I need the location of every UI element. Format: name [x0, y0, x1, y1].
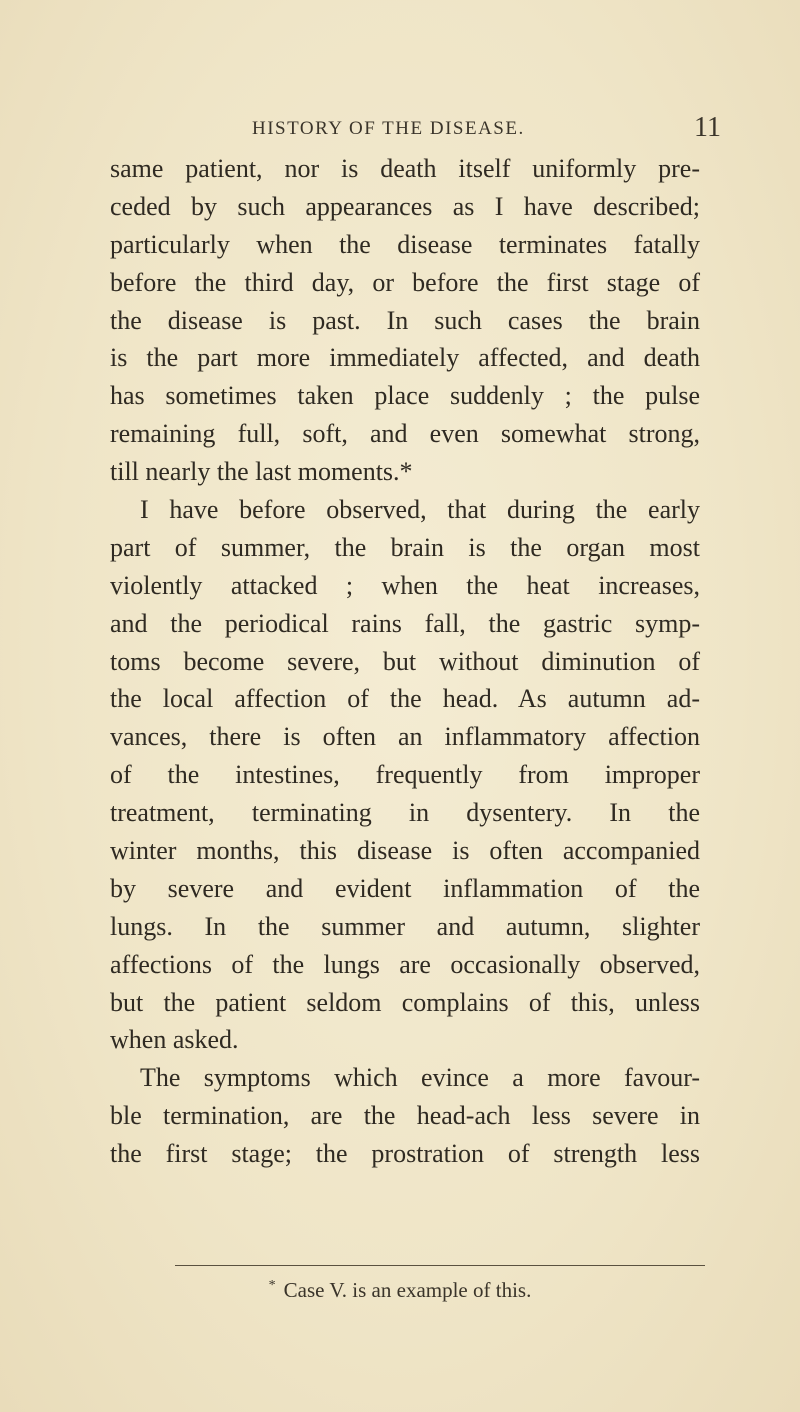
text-line: ble termination, are the head-ach less severe in — [110, 1101, 700, 1131]
text-line: has sometimes taken place suddenly ; the pulse — [110, 381, 700, 411]
text-line: before the third day, or before the first stage of — [110, 267, 700, 297]
text-line: part of summer, the brain is the organ most — [110, 532, 700, 562]
text-line: when asked. — [110, 1025, 239, 1055]
text-line: affections of the lungs are occasionally observed, — [110, 949, 700, 979]
page-number: 11 — [694, 112, 721, 143]
footnote-divider — [175, 1265, 705, 1266]
text-line: treatment, terminating in dysentery. In the — [110, 798, 700, 828]
text-line: of the intestines, frequently from improper — [110, 760, 700, 790]
text-line: same patient, nor is death itself uniformly pre- — [110, 154, 700, 183]
text-line: violently attacked ; when the heat increases, — [110, 570, 700, 600]
body-text — [110, 150, 700, 1173]
text-line: by severe and evident inflammation of the — [110, 873, 700, 903]
text-line: the disease is past. In such cases the brain — [110, 305, 700, 335]
text-line: winter months, this disease is often accompanied — [110, 836, 700, 866]
footnote-mark: * — [268, 1278, 276, 1293]
text-line: and the periodical rains fall, the gastric symp- — [110, 608, 700, 638]
text-line: but the patient seldom complains of this, unless — [110, 987, 700, 1017]
text-line: particularly when the disease terminates fatally — [110, 229, 700, 259]
text-line: ceded by such appearances as I have described; — [110, 191, 700, 221]
footnote — [0, 1278, 800, 1303]
text-line: till nearly the last moments.* — [110, 457, 413, 487]
text-line: the first stage; the prostration of strength less — [110, 1139, 700, 1169]
text-line: lungs. In the summer and autumn, slighter — [110, 911, 700, 941]
running-head: HISTORY OF THE DISEASE. — [252, 118, 525, 139]
footnote-text: Case V. is an example of this. — [283, 1278, 532, 1302]
text-line: the local affection of the head. As autumn ad- — [110, 684, 700, 714]
text-line: vances, there is often an inflammatory affection — [110, 722, 700, 752]
text-line: I have before observed, that during the early — [140, 495, 700, 525]
page-header — [0, 112, 800, 152]
text-line: toms become severe, but without diminution of — [110, 646, 700, 676]
text-line: is the part more immediately affected, and death — [110, 343, 700, 373]
text-line: The symptoms which evince a more favour- — [140, 1063, 700, 1093]
text-line: remaining full, soft, and even somewhat strong, — [110, 419, 700, 449]
